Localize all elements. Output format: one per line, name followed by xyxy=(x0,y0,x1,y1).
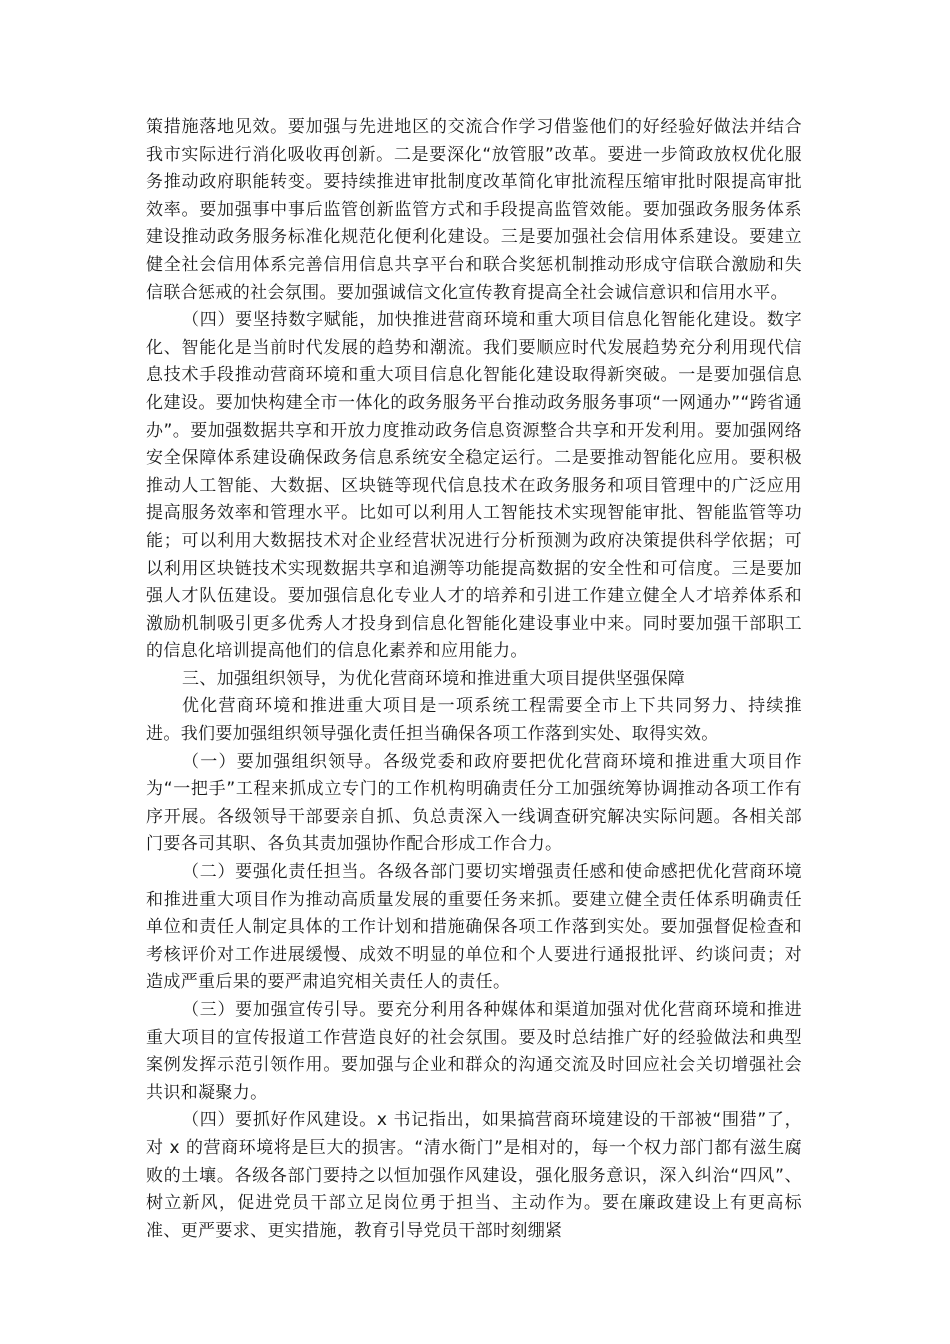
paragraph-responsibility: （二）要强化责任担当。各级各部门要切实增强责任感和使命感把优化营商环境和推进重大项目作为推动高质量发展的重要任务来抓。要建立健全责任体系明确责任单位和责任人制定具体的工作计划和措施确保各项工作落到实处。要加强督促检查和考核评价对工作进展缓慢、成效不明显的单位和个人要进行通报批评、约谈问责；对造成严重后果的要严肃追究相关责任人的责任。 xyxy=(146,862,802,993)
paragraph-publicity: （三）要加强宣传引导。要充分利用各种媒体和渠道加强对优化营商环境和推进重大项目的宣传报道工作营造良好的社会氛围。要及时总结推广好的经验做法和典型案例发挥示范引领作用。要加强与企业和群众的沟通交流及时回应社会关切增强社会共识和凝聚力。 xyxy=(146,1000,802,1103)
paragraph-continuation: 策措施落地见效。要加强与先进地区的交流合作学习借鉴他们的好经验好做法并结合我市实际进行消化吸收再创新。二是要深化“放管服”改革。要进一步简政放权优化服务推动政府职能转变。要持续推进审批制度改革简化审批流程压缩审批时限提高审批效率。要加强事中事后监管创新监管方式和手段提高监管效能。要加强政务服务体系建设推动政务服务标准化规范化便利化建设。三是要加强社会信用体系建设。要建立健全社会信用体系完善信用信息共享平台和联合奖惩机制推动形成守信联合激励和失信联合惩戒的社会氛围。要加强诚信文化宣传教育提高全社会诚信意识和信用水平。 xyxy=(146,117,802,303)
paragraph-work-style: （四）要抓好作风建设。x 书记指出，如果搞营商环境建设的干部被“围猎”了，对 x 的营商环境将是巨大的损害。“清水衙门”是相对的，每一个权力部门都有滋生腐败的土壤。各级各部门要持之以恒加强作风建设，强化服务意识，深入纠治“四风”、树立新风，促进党员干部立足岗位勇于担当、主动作为。要在廉政建设上有更高标准、更严要求、更实措施，教育引导党员干部时刻绷紧 xyxy=(146,1110,802,1241)
paragraph-section-intro: 优化营商环境和推进重大项目是一项系统工程需要全市上下共同努力、持续推进。我们要加强组织领导强化责任担当确保各项工作落到实处、取得实效。 xyxy=(146,696,802,745)
paragraph-digital-empowerment: （四）要坚持数字赋能，加快推进营商环境和重大项目信息化智能化建设。数字化、智能化是当前时代发展的趋势和潮流。我们要顺应时代发展趋势充分利用现代信息技术手段推动营商环境和重大项目信息化智能化建设取得新突破。一是要加强信息化建设。要加快构建全市一体化的政务服务平台推动政务服务事项“一网通办”“跨省通办”。要加强数据共享和开放力度推动政务信息资源整合共享和开发利用。要加强网络安全保障体系建设确保政务信息系统安全稳定运行。二是要推动智能化应用。要积极推动人工智能、大数据、区块链等现代信息技术在政务服务和项目管理中的广泛应用提高服务效率和管理水平。比如可以利用人工智能技术实现智能审批、智能监管等功能；可以利用大数据技术对企业经营状况进行分析预测为政府决策提供科学依据；可以利用区块链技术实现数据共享和追溯等功能提高数据的安全性和可信度。三是要加强人才队伍建设。要加强信息化专业人才的培养和引进工作建立健全人才培养体系和激励机制吸引更多优秀人才投身到信息化智能化建设事业中来。同时要加强干部职工的信息化培训提高他们的信息化素养和应用能力。 xyxy=(146,310,802,662)
document-body xyxy=(146,114,802,1245)
paragraph-organization-leadership: （一）要加强组织领导。各级党委和政府要把优化营商环境和推进重大项目作为“一把手”工程来抓成立专门的工作机构明确责任分工加强统筹协调推动各项工作有序开展。各级领导干部要亲自抓、负总责深入一线调查研究解决实际问题。各相关部门要各司其职、各负其责加强协作配合形成工作合力。 xyxy=(146,751,802,855)
section-heading-three: 三、加强组织领导，为优化营商环境和推进重大项目提供坚强保障 xyxy=(182,668,686,689)
